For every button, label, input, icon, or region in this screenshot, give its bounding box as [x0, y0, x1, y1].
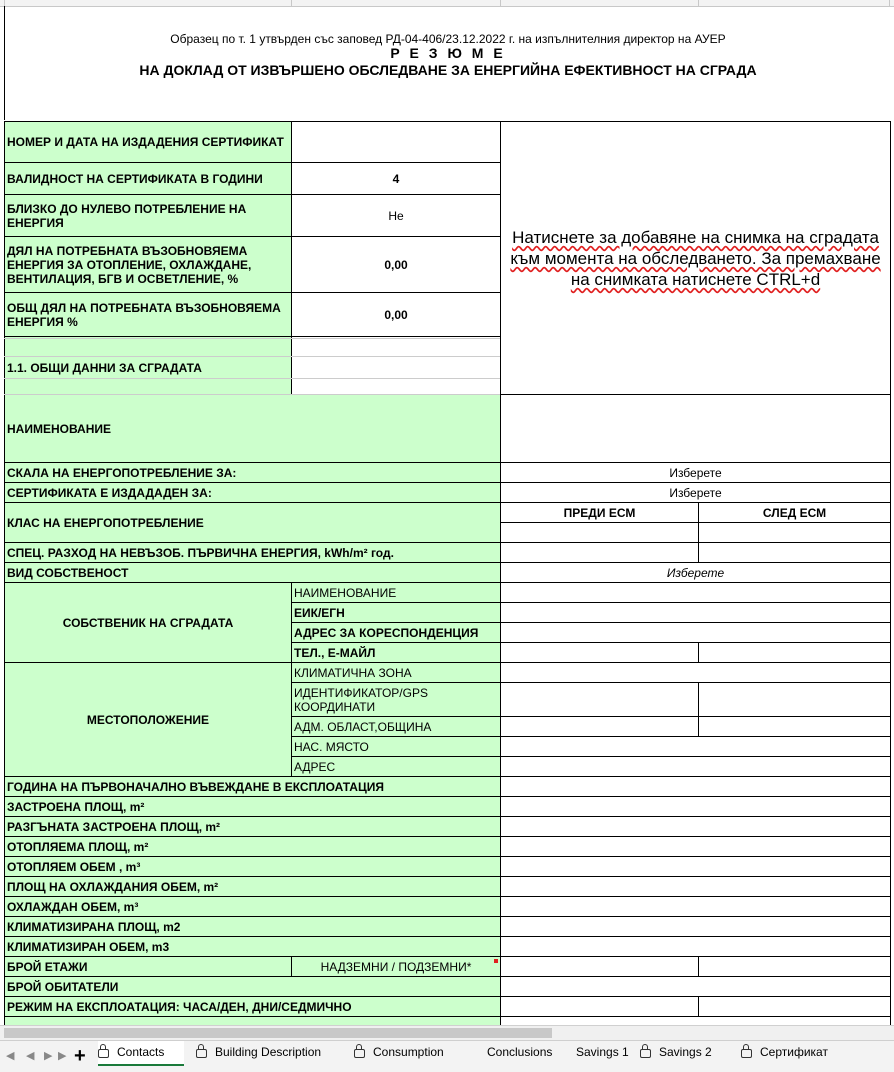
building-name-cell[interactable] — [501, 395, 891, 463]
param-value-cell[interactable] — [501, 897, 891, 917]
location-field-label: АДМ. ОБЛАСТ,ОБЩИНА — [292, 717, 501, 737]
tab-certificate[interactable] — [741, 1041, 828, 1072]
param-label: ГОДИНА НА ПЪРВОНАЧАЛНО ВЪВЕЖДАНЕ В ЕКСПЛОАТАЦИЯ — [5, 777, 501, 797]
floors-label: БРОЙ ЕТАЖИ — [5, 957, 292, 977]
lock-icon — [354, 1049, 365, 1058]
param-label: ОТОПЛЯЕМ ОБЕМ , m³ — [5, 857, 501, 877]
param-value-cell[interactable] — [501, 837, 891, 857]
hours-per-day-cell[interactable] — [501, 997, 699, 1017]
location-field-label: ИДЕНТИФИКАТОР/GPS КООРДИНАТИ — [292, 683, 501, 717]
location-field-label: КЛИМАТИЧНА ЗОНА — [292, 663, 501, 683]
energy-class-label: КЛАС НА ЕНЕРГОПОТРЕБЛЕНИЕ — [5, 503, 501, 543]
owner-name-cell[interactable] — [501, 583, 891, 603]
total-renewable-label: ОБЩ ДЯЛ НА ПОТРЕБНАТА ВЪЗОБНОВЯЕМА ЕНЕРГИЯ % — [5, 293, 292, 337]
address-cell[interactable] — [501, 757, 891, 777]
form-header — [4, 6, 891, 120]
owner-id-cell[interactable] — [501, 603, 891, 623]
location-field-label: АДРЕС — [292, 757, 501, 777]
photo-placeholder-text[interactable]: Натиснете за добавяне на снимка на сградата към момента на обследването. За премахване на снимката натиснете CTRL+d — [510, 227, 881, 289]
tab-building-description[interactable] — [196, 1041, 321, 1072]
add-sheet-icon[interactable]: + — [74, 1045, 86, 1067]
lock-icon — [98, 1049, 109, 1058]
certificate-number-cell[interactable] — [292, 122, 501, 163]
operation-label: РЕЖИМ НА ЕКСПЛОАТАЦИЯ: ЧАСА/ДЕН, ДНИ/СЕДМИЧНО — [5, 997, 501, 1017]
param-value-cell[interactable] — [501, 817, 891, 837]
tab-savings-1[interactable] — [576, 1041, 629, 1072]
issued-for-dropdown[interactable]: Изберете — [501, 483, 891, 503]
ownership-dropdown[interactable]: Изберете — [501, 563, 891, 583]
gps-lat-cell[interactable] — [501, 683, 699, 717]
ownership-label: ВИД СОБСТВЕНОСТ — [5, 563, 501, 583]
next-sheet-icon[interactable]: ▶ — [44, 1050, 53, 1062]
class-after-cell[interactable] — [699, 523, 891, 543]
param-value-cell[interactable] — [501, 877, 891, 897]
previous-sheet-icon[interactable]: ◀ — [26, 1050, 35, 1062]
renewable-share-label: ДЯЛ НА ПОТРЕБНАТА ВЪЗОБНОВЯЕМА ЕНЕРГИЯ ЗА ОТОПЛЕНИЕ, ОХЛАЖДАНЕ, ВЕНТИЛАЦИЯ, БГВ И ОСВЕТЛЕНИЕ, % — [5, 237, 292, 293]
param-label: ПЛОЩ НА ОХЛАЖДАНИЯ ОБЕМ, m² — [5, 877, 501, 897]
issued-for-label: СЕРТИФИКАТА Е ИЗДАДАДЕН ЗА: — [5, 483, 501, 503]
after-esm-header: СЛЕД ЕСМ — [699, 503, 891, 523]
spec-before-cell[interactable] — [501, 543, 699, 563]
location-field-label: НАС. МЯСТО — [292, 737, 501, 757]
param-label: ОХЛАЖДАН ОБЕМ, m³ — [5, 897, 501, 917]
param-label: ОТОПЛЯЕМА ПЛОЩ, m² — [5, 837, 501, 857]
owner-field-label: НАИМЕНОВАНИЕ — [292, 583, 501, 603]
horizontal-scrollbar[interactable] — [0, 1025, 894, 1041]
tab-label: Conclusions — [487, 1045, 553, 1059]
param-value-cell[interactable] — [501, 797, 891, 817]
location-group-label: МЕСТОПОЛОЖЕНИЕ — [5, 663, 292, 777]
owner-field-label: ТЕЛ., Е-МАЙЛ — [292, 643, 501, 663]
param-value-cell[interactable] — [501, 857, 891, 877]
occupants-cell[interactable] — [501, 977, 891, 997]
first-sheet-icon[interactable]: ◀ — [6, 1050, 15, 1062]
validity-label: ВАЛИДНОСТ НА СЕРТИФИКАТА В ГОДИНИ — [5, 163, 292, 195]
tab-savings-2[interactable] — [640, 1041, 712, 1072]
building-name-label: НАИМЕНОВАНИЕ — [5, 395, 501, 463]
tab-label: Contacts — [117, 1045, 165, 1059]
total-renewable-value[interactable]: 0,00 — [292, 293, 501, 337]
param-value-cell[interactable] — [501, 777, 891, 797]
scale-label: СКАЛА НА ЕНЕРГОПОТРЕБЛЕНИЕ ЗА: — [5, 463, 501, 483]
form-reference: Образец по т. 1 утвърден със заповед РД-04-406/23.12.2022 г. на изпълнителния директор на АУЕР — [170, 32, 726, 46]
gps-lon-cell[interactable] — [699, 683, 891, 717]
param-label: КЛИМАТИЗИРАН ОБЕМ, m3 — [5, 937, 501, 957]
class-before-cell[interactable] — [501, 523, 699, 543]
form-title: Р Е З Ю М Е — [390, 45, 506, 61]
owner-field-label: АДРЕС ЗА КОРЕСПОНДЕНЦИЯ — [292, 623, 501, 643]
floors-sub-text: НАДЗЕМНИ / ПОДЗЕМНИ* — [320, 959, 472, 974]
lock-icon — [741, 1049, 752, 1058]
param-label: КЛИМАТИЗИРАНА ПЛОЩ, m2 — [5, 917, 501, 937]
tab-label: Savings 1 — [576, 1045, 629, 1059]
owner-email-cell[interactable] — [699, 643, 891, 663]
region-cell[interactable] — [501, 717, 699, 737]
specific-consumption-label: СПЕЦ. РАЗХОД НА НЕВЪЗОБ. ПЪРВИЧНА ЕНЕРГИЯ, kWh/m² год. — [5, 543, 501, 563]
last-sheet-icon[interactable]: ▶ — [58, 1050, 67, 1062]
lock-icon — [640, 1049, 651, 1058]
floors-below-cell[interactable] — [699, 957, 891, 977]
comment-indicator-icon[interactable] — [494, 959, 498, 963]
owner-address-cell[interactable] — [501, 623, 891, 643]
tab-conclusions[interactable] — [487, 1041, 552, 1072]
scale-dropdown[interactable]: Изберете — [501, 463, 891, 483]
tab-label: Savings 2 — [659, 1045, 712, 1059]
owner-field-label: ЕИК/ЕГН — [292, 603, 501, 623]
lock-icon — [196, 1049, 207, 1058]
renewable-share-value[interactable]: 0,00 — [292, 237, 501, 293]
climate-zone-cell[interactable] — [501, 663, 891, 683]
spec-after-cell[interactable] — [699, 543, 891, 563]
floors-sub-label — [292, 957, 501, 977]
days-per-week-cell[interactable] — [699, 997, 891, 1017]
tab-label: Сертификат — [760, 1045, 828, 1059]
floors-above-cell[interactable] — [501, 957, 699, 977]
owner-group-label: СОБСТВЕНИК НА СГРАДАТА — [5, 583, 292, 663]
before-esm-header: ПРЕДИ ЕСМ — [501, 503, 699, 523]
tab-label: Building Description — [215, 1045, 322, 1059]
summary-table — [4, 121, 891, 1025]
validity-value[interactable]: 4 — [292, 163, 501, 195]
section-heading: 1.1. ОБЩИ ДАННИ ЗА СГРАДАТА — [5, 357, 292, 379]
param-label: ЗАСТРОЕНА ПЛОЩ, m² — [5, 797, 501, 817]
building-photo-cell[interactable] — [501, 122, 891, 395]
scrollbar-thumb[interactable] — [4, 1028, 552, 1038]
nzeb-label: БЛИЗКО ДО НУЛЕВО ПОТРЕБЛЕНИЕ НА ЕНЕРГИЯ — [5, 195, 292, 237]
settlement-cell[interactable] — [501, 737, 891, 757]
param-value-cell[interactable] — [501, 937, 891, 957]
form-subtitle: НА ДОКЛАД ОТ ИЗВЪРШЕНО ОБСЛЕДВАНЕ ЗА ЕНЕРГИЙНА ЕФЕКТИВНОСТ НА СГРАДА — [139, 62, 757, 78]
sheet-tab-bar — [0, 1040, 894, 1072]
owner-phone-cell[interactable] — [501, 643, 699, 663]
param-label: РАЗГЪНАТА ЗАСТРОЕНА ПЛОЩ, m² — [5, 817, 501, 837]
certificate-number-label: НОМЕР И ДАТА НА ИЗДАДЕНИЯ СЕРТИФИКАТ — [5, 122, 292, 163]
param-value-cell[interactable] — [501, 917, 891, 937]
municipality-cell[interactable] — [699, 717, 891, 737]
tab-consumption[interactable] — [354, 1041, 444, 1072]
occupants-label: БРОЙ ОБИТАТЕЛИ — [5, 977, 501, 997]
tab-label: Consumption — [373, 1045, 444, 1059]
nzeb-value[interactable]: Не — [292, 195, 501, 237]
tab-contacts[interactable] — [98, 1041, 184, 1066]
